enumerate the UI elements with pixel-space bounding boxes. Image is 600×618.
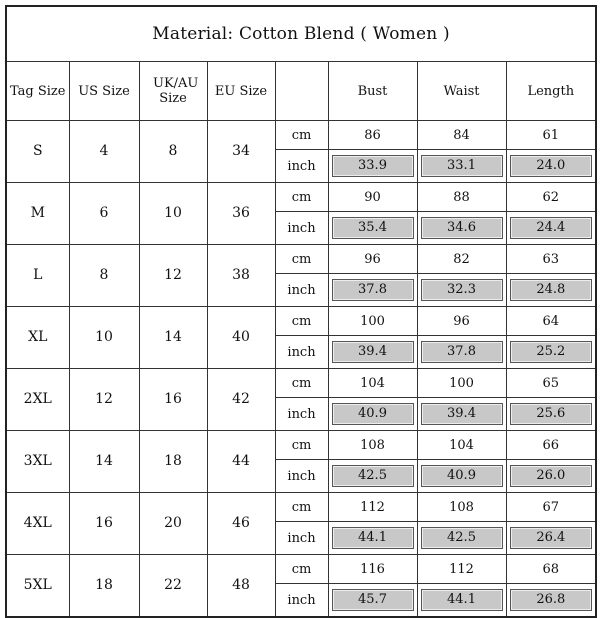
- unit-label-inch: inch: [275, 398, 328, 431]
- header-row: [6, 62, 596, 121]
- bust-inch-cell: [328, 398, 417, 431]
- header-unit: [275, 62, 328, 121]
- eu-size-cell: 38: [207, 245, 275, 307]
- length-inch-value: 26.0: [510, 465, 593, 487]
- us-size-cell: 10: [69, 307, 139, 369]
- ukau-size-cell: 18: [139, 431, 207, 493]
- length-inch-cell: [506, 460, 596, 493]
- waist-cm-cell: 112: [417, 555, 506, 584]
- bust-cm-cell: 116: [328, 555, 417, 584]
- bust-inch-cell: [328, 212, 417, 245]
- bust-inch-value: 44.1: [332, 527, 414, 549]
- length-inch-cell: [506, 212, 596, 245]
- length-inch-value: 24.8: [510, 279, 593, 301]
- eu-size-cell: 46: [207, 493, 275, 555]
- length-cm-cell: 67: [506, 493, 596, 522]
- us-size-cell: 12: [69, 369, 139, 431]
- waist-inch-value: 40.9: [421, 465, 503, 487]
- us-size-cell: 8: [69, 245, 139, 307]
- unit-label-cm: cm: [275, 121, 328, 150]
- waist-inch-value: 37.8: [421, 341, 503, 363]
- unit-label-inch: inch: [275, 212, 328, 245]
- eu-size-cell: 42: [207, 369, 275, 431]
- header-tag-size: Tag Size: [6, 62, 69, 121]
- tag-size-cell: L: [6, 245, 69, 307]
- length-cm-cell: 62: [506, 183, 596, 212]
- bust-inch-cell: [328, 336, 417, 369]
- length-cm-cell: 61: [506, 121, 596, 150]
- ukau-size-cell: 14: [139, 307, 207, 369]
- tag-size-cell: 5XL: [6, 555, 69, 618]
- waist-cm-cell: 82: [417, 245, 506, 274]
- waist-inch-value: 33.1: [421, 155, 503, 177]
- bust-cm-cell: 112: [328, 493, 417, 522]
- length-inch-cell: [506, 398, 596, 431]
- length-cm-cell: 68: [506, 555, 596, 584]
- length-inch-cell: [506, 336, 596, 369]
- waist-cm-cell: 88: [417, 183, 506, 212]
- eu-size-cell: 34: [207, 121, 275, 183]
- ukau-size-cell: 22: [139, 555, 207, 618]
- bust-cm-cell: 104: [328, 369, 417, 398]
- waist-inch-cell: [417, 336, 506, 369]
- unit-label-cm: cm: [275, 307, 328, 336]
- waist-inch-cell: [417, 212, 506, 245]
- bust-inch-cell: [328, 150, 417, 183]
- unit-label-cm: cm: [275, 555, 328, 584]
- waist-cm-cell: 104: [417, 431, 506, 460]
- table-row: [6, 245, 596, 274]
- tag-size-cell: XL: [6, 307, 69, 369]
- unit-label-cm: cm: [275, 183, 328, 212]
- bust-inch-cell: [328, 584, 417, 618]
- bust-cm-cell: 86: [328, 121, 417, 150]
- table-row: [6, 121, 596, 150]
- header-bust: Bust: [328, 62, 417, 121]
- length-inch-value: 24.4: [510, 217, 593, 239]
- unit-label-inch: inch: [275, 150, 328, 183]
- bust-inch-value: 35.4: [332, 217, 414, 239]
- unit-label-inch: inch: [275, 336, 328, 369]
- unit-label-inch: inch: [275, 584, 328, 618]
- ukau-size-cell: 12: [139, 245, 207, 307]
- waist-cm-cell: 96: [417, 307, 506, 336]
- header-ukau-label: UK/AU Size: [153, 76, 199, 106]
- length-inch-cell: [506, 274, 596, 307]
- unit-label-cm: cm: [275, 431, 328, 460]
- waist-inch-value: 42.5: [421, 527, 503, 549]
- table-row: [6, 307, 596, 336]
- bust-cm-cell: 90: [328, 183, 417, 212]
- unit-label-cm: cm: [275, 369, 328, 398]
- waist-inch-cell: [417, 274, 506, 307]
- table-title: Material: Cotton Blend ( Women ): [6, 6, 596, 62]
- tag-size-cell: 2XL: [6, 369, 69, 431]
- waist-inch-cell: [417, 460, 506, 493]
- eu-size-cell: 36: [207, 183, 275, 245]
- waist-inch-cell: [417, 584, 506, 618]
- unit-label-inch: inch: [275, 274, 328, 307]
- header-eu-size: EU Size: [207, 62, 275, 121]
- table-row: [6, 369, 596, 398]
- bust-inch-value: 33.9: [332, 155, 414, 177]
- length-inch-value: 24.0: [510, 155, 593, 177]
- tag-size-cell: M: [6, 183, 69, 245]
- unit-label-inch: inch: [275, 460, 328, 493]
- length-cm-cell: 66: [506, 431, 596, 460]
- bust-inch-cell: [328, 274, 417, 307]
- eu-size-cell: 40: [207, 307, 275, 369]
- us-size-cell: 6: [69, 183, 139, 245]
- us-size-cell: 16: [69, 493, 139, 555]
- us-size-cell: 18: [69, 555, 139, 618]
- waist-cm-cell: 84: [417, 121, 506, 150]
- unit-label-cm: cm: [275, 493, 328, 522]
- length-inch-cell: [506, 584, 596, 618]
- table-row: [6, 493, 596, 522]
- waist-inch-cell: [417, 522, 506, 555]
- ukau-size-cell: 8: [139, 121, 207, 183]
- tag-size-cell: 4XL: [6, 493, 69, 555]
- table-row: [6, 431, 596, 460]
- ukau-size-cell: 16: [139, 369, 207, 431]
- us-size-cell: 4: [69, 121, 139, 183]
- header-us-size: US Size: [69, 62, 139, 121]
- header-ukau-size: [139, 62, 207, 121]
- bust-inch-value: 39.4: [332, 341, 414, 363]
- waist-inch-value: 32.3: [421, 279, 503, 301]
- length-inch-value: 26.8: [510, 589, 593, 611]
- length-inch-cell: [506, 522, 596, 555]
- ukau-size-cell: 20: [139, 493, 207, 555]
- bust-inch-value: 37.8: [332, 279, 414, 301]
- waist-inch-value: 39.4: [421, 403, 503, 425]
- bust-inch-value: 42.5: [332, 465, 414, 487]
- waist-inch-value: 34.6: [421, 217, 503, 239]
- length-cm-cell: 65: [506, 369, 596, 398]
- size-chart: [5, 5, 595, 608]
- waist-inch-value: 44.1: [421, 589, 503, 611]
- bust-inch-value: 45.7: [332, 589, 414, 611]
- bust-cm-cell: 96: [328, 245, 417, 274]
- waist-cm-cell: 108: [417, 493, 506, 522]
- title-row: [6, 6, 596, 62]
- waist-cm-cell: 100: [417, 369, 506, 398]
- unit-label-inch: inch: [275, 522, 328, 555]
- length-cm-cell: 64: [506, 307, 596, 336]
- length-inch-value: 26.4: [510, 527, 593, 549]
- us-size-cell: 14: [69, 431, 139, 493]
- unit-label-cm: cm: [275, 245, 328, 274]
- bust-inch-cell: [328, 522, 417, 555]
- ukau-size-cell: 10: [139, 183, 207, 245]
- size-rows: [6, 121, 596, 618]
- bust-cm-cell: 100: [328, 307, 417, 336]
- bust-inch-value: 40.9: [332, 403, 414, 425]
- table-row: [6, 183, 596, 212]
- length-inch-cell: [506, 150, 596, 183]
- length-inch-value: 25.2: [510, 341, 593, 363]
- waist-inch-cell: [417, 150, 506, 183]
- length-cm-cell: 63: [506, 245, 596, 274]
- tag-size-cell: 3XL: [6, 431, 69, 493]
- table-row: [6, 555, 596, 584]
- header-waist: Waist: [417, 62, 506, 121]
- size-table: [5, 5, 597, 618]
- length-inch-value: 25.6: [510, 403, 593, 425]
- waist-inch-cell: [417, 398, 506, 431]
- bust-inch-cell: [328, 460, 417, 493]
- bust-cm-cell: 108: [328, 431, 417, 460]
- header-length: Length: [506, 62, 596, 121]
- tag-size-cell: S: [6, 121, 69, 183]
- eu-size-cell: 44: [207, 431, 275, 493]
- eu-size-cell: 48: [207, 555, 275, 618]
